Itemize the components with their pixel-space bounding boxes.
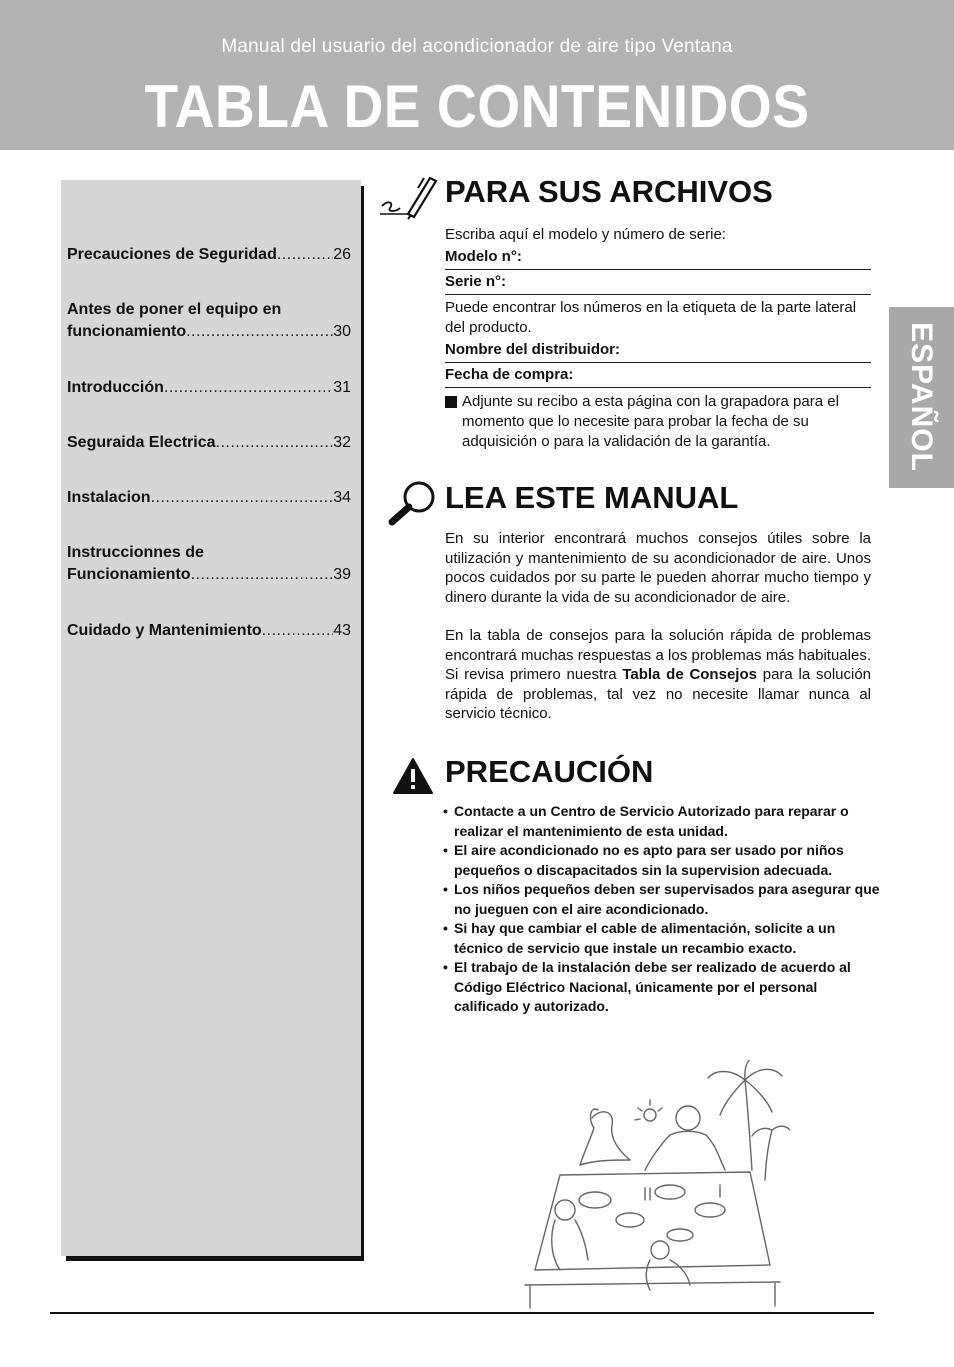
model-field[interactable]: Modelo n°: [445, 248, 871, 270]
manual-paragraph-2: En la tabla de consejos para la solución rápida de problemas encontrará muchas respuestas a los problemas más habituales. Si revisa primero nuestra Tabla de Consejos para la solución rápida de problemas, tal vez no necesite llamar nunca al servicio técnico. [445, 627, 872, 722]
manual-subtitle: Manual del usuario del acondicionador de aire tipo Ventana [221, 36, 733, 57]
toc-entry-precauciones[interactable] [67, 244, 351, 266]
receipt-note-text: Adjunte su recibo a esta página con la grapadora para el momento que lo necesite para probar la fecha de su adquisición o para la validación de la garantía. [462, 393, 839, 450]
toc-entry-instalacion[interactable] [67, 487, 351, 509]
toc-entry-page: 31 [333, 379, 351, 396]
toc-entry-label: Seguraida Electrica [67, 434, 216, 451]
pen-icon [378, 172, 440, 220]
toc-entry-antes[interactable] [67, 299, 351, 343]
toc-entry-page: 30 [333, 323, 351, 340]
warning-icon [392, 757, 434, 795]
square-bullet-icon [445, 396, 457, 408]
records-intro: Escriba aquí el modelo y número de serie: [445, 226, 726, 243]
receipt-note [445, 392, 871, 452]
toc-entry-label: Antes de poner el equipo en [67, 301, 282, 318]
caution-list [443, 802, 883, 1017]
purchase-date-field[interactable]: Fecha de compra: [445, 366, 871, 388]
records-find-text: Puede encontrar los números en la etiqueta de la parte lateral del producto. [445, 299, 857, 336]
toc-entry-cuidado[interactable] [67, 620, 351, 642]
toc-entry-label: Instalacion [67, 489, 151, 506]
toc-entry-label: Precauciones de Seguridad [67, 246, 277, 263]
toc-entry-label: Introducción [67, 379, 164, 396]
toc-entry-label: Funcionamiento [67, 566, 191, 583]
toc-entry-introduccion[interactable] [67, 377, 351, 399]
toc-entry-page: 39 [333, 566, 351, 583]
caution-title: PRECAUCIÓN [445, 754, 654, 789]
language-tab[interactable] [889, 307, 954, 488]
caution-item: • Contacte a un Centro de Servicio Autorizado para reparar o realizar el mantenimiento de esta unidad. [443, 802, 883, 841]
toc-entry-label: Instruccionnes de [67, 544, 204, 561]
magnifier-icon [386, 478, 440, 526]
picnic-illustration [520, 1060, 790, 1310]
toc-entry-page: 43 [333, 622, 351, 639]
dealer-field[interactable]: Nombre del distribuidor: [445, 341, 871, 363]
records-title: PARA SUS ARCHIVOS [445, 174, 773, 209]
toc-entry-page: 26 [333, 246, 351, 263]
toc-entry-seguraida[interactable] [67, 432, 351, 454]
toc-entry-instrucciones[interactable] [67, 542, 351, 586]
page-title: TABLA DE CONTENIDOS [144, 73, 810, 140]
footer-divider [50, 1312, 874, 1314]
tabla-de-consejos: Tabla de Consejos [622, 666, 757, 683]
toc-entry-label: Cuidado y Mantenimiento [67, 622, 262, 639]
serial-field[interactable]: Serie n°: [445, 273, 871, 295]
toc-entry-page: 34 [333, 489, 351, 506]
caution-item: • El aire acondicionado no es apto para ser usado por niños pequeños o discapacitados sin la supervision adecuada. [443, 841, 883, 880]
toc-panel [61, 180, 361, 1256]
header-banner [0, 0, 954, 150]
manual-paragraph-1: En su interior encontrará muchos consejos útiles sobre la utilización y mantenimiento de su acondicionador de aire. Unos pocos cuidados por su parte le pueden ahorrar mucho tiempo y dinero durante la vida de su acondicionador de aire. [445, 530, 871, 606]
language-tab-label: ESPAÑOL [905, 322, 938, 472]
caution-item: • Los niños pequeños deben ser supervisados para asegurar que no jueguen con el aire acondicionado. [443, 880, 883, 919]
caution-item: • El trabajo de la instalación debe ser realizado de acuerdo al Código Eléctrico Nacional, únicamente por el personal calificado y autorizado. [443, 958, 883, 1017]
manual-title: LEA ESTE MANUAL [445, 480, 739, 515]
toc-entry-label: funcionamiento [67, 323, 187, 340]
toc-entry-page: 32 [333, 434, 351, 451]
caution-item: • Si hay que cambiar el cable de alimentación, solicite a un técnico de servicio que instale un recambio exacto. [443, 919, 883, 958]
